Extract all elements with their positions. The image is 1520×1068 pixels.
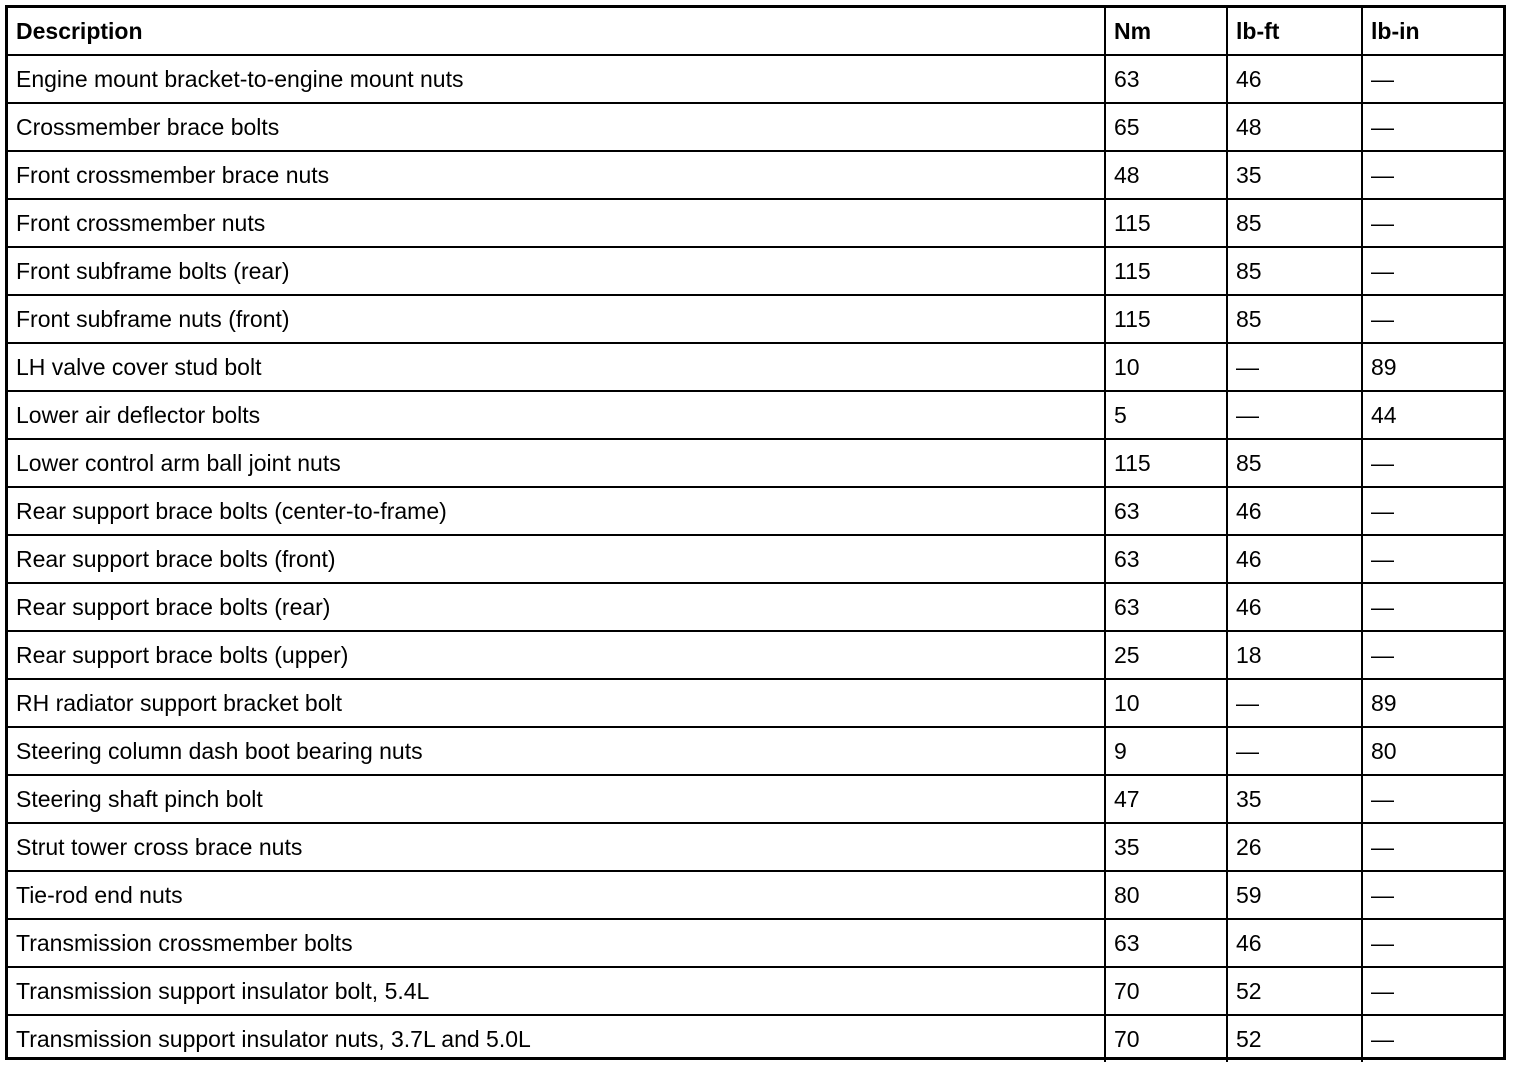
cell-nm: 10 bbox=[1105, 343, 1227, 391]
header-description: Description bbox=[8, 8, 1105, 55]
table-row bbox=[8, 199, 1503, 247]
cell-lb-in: — bbox=[1362, 55, 1503, 103]
cell-description: Steering column dash boot bearing nuts bbox=[8, 727, 1105, 775]
cell-lb-in: — bbox=[1362, 967, 1503, 1015]
cell-description: LH valve cover stud bolt bbox=[8, 343, 1105, 391]
table-row bbox=[8, 919, 1503, 967]
table-row bbox=[8, 151, 1503, 199]
table-row bbox=[8, 727, 1503, 775]
cell-description: Front crossmember brace nuts bbox=[8, 151, 1105, 199]
cell-description: Rear support brace bolts (front) bbox=[8, 535, 1105, 583]
cell-lb-ft: 85 bbox=[1227, 439, 1362, 487]
cell-lb-ft: 48 bbox=[1227, 103, 1362, 151]
header-lb-in: lb-in bbox=[1362, 8, 1503, 55]
cell-lb-in: — bbox=[1362, 487, 1503, 535]
cell-nm: 70 bbox=[1105, 1015, 1227, 1062]
cell-nm: 63 bbox=[1105, 583, 1227, 631]
cell-description: Rear support brace bolts (rear) bbox=[8, 583, 1105, 631]
cell-description: Rear support brace bolts (center-to-frame) bbox=[8, 487, 1105, 535]
cell-lb-ft: 85 bbox=[1227, 199, 1362, 247]
cell-lb-in: 89 bbox=[1362, 343, 1503, 391]
table-row bbox=[8, 391, 1503, 439]
cell-nm: 10 bbox=[1105, 679, 1227, 727]
cell-description: Transmission crossmember bolts bbox=[8, 919, 1105, 967]
cell-lb-in: — bbox=[1362, 151, 1503, 199]
cell-lb-in: — bbox=[1362, 775, 1503, 823]
header-nm: Nm bbox=[1105, 8, 1227, 55]
cell-lb-in: 89 bbox=[1362, 679, 1503, 727]
cell-lb-in: — bbox=[1362, 247, 1503, 295]
torque-specification-table bbox=[8, 8, 1503, 1062]
cell-lb-ft: 35 bbox=[1227, 775, 1362, 823]
cell-lb-ft: 18 bbox=[1227, 631, 1362, 679]
cell-nm: 47 bbox=[1105, 775, 1227, 823]
cell-nm: 9 bbox=[1105, 727, 1227, 775]
cell-nm: 48 bbox=[1105, 151, 1227, 199]
table-row bbox=[8, 247, 1503, 295]
cell-description: Steering shaft pinch bolt bbox=[8, 775, 1105, 823]
cell-lb-ft: 46 bbox=[1227, 535, 1362, 583]
cell-nm: 63 bbox=[1105, 535, 1227, 583]
cell-lb-in: — bbox=[1362, 583, 1503, 631]
cell-nm: 5 bbox=[1105, 391, 1227, 439]
cell-nm: 115 bbox=[1105, 247, 1227, 295]
cell-nm: 80 bbox=[1105, 871, 1227, 919]
cell-lb-ft: — bbox=[1227, 343, 1362, 391]
cell-lb-ft: 52 bbox=[1227, 967, 1362, 1015]
table-row bbox=[8, 679, 1503, 727]
cell-lb-ft: — bbox=[1227, 727, 1362, 775]
table-row bbox=[8, 775, 1503, 823]
cell-nm: 25 bbox=[1105, 631, 1227, 679]
torque-specification-table-frame bbox=[5, 5, 1506, 1060]
table-row bbox=[8, 103, 1503, 151]
cell-lb-ft: 46 bbox=[1227, 583, 1362, 631]
cell-lb-in: — bbox=[1362, 439, 1503, 487]
cell-description: Front subframe bolts (rear) bbox=[8, 247, 1105, 295]
cell-lb-in: — bbox=[1362, 871, 1503, 919]
table-row bbox=[8, 1015, 1503, 1062]
cell-lb-ft: 52 bbox=[1227, 1015, 1362, 1062]
cell-lb-ft: 46 bbox=[1227, 487, 1362, 535]
cell-lb-in: — bbox=[1362, 1015, 1503, 1062]
table-row bbox=[8, 967, 1503, 1015]
cell-nm: 115 bbox=[1105, 439, 1227, 487]
table-row bbox=[8, 439, 1503, 487]
cell-lb-ft: 59 bbox=[1227, 871, 1362, 919]
cell-lb-ft: 46 bbox=[1227, 55, 1362, 103]
cell-description: Lower control arm ball joint nuts bbox=[8, 439, 1105, 487]
cell-lb-ft: 85 bbox=[1227, 247, 1362, 295]
cell-lb-ft: — bbox=[1227, 679, 1362, 727]
cell-description: RH radiator support bracket bolt bbox=[8, 679, 1105, 727]
header-lb-ft: lb-ft bbox=[1227, 8, 1362, 55]
cell-lb-in: 44 bbox=[1362, 391, 1503, 439]
cell-description: Transmission support insulator nuts, 3.7L and 5.0L bbox=[8, 1015, 1105, 1062]
cell-nm: 65 bbox=[1105, 103, 1227, 151]
header-row bbox=[8, 8, 1503, 55]
table-row bbox=[8, 583, 1503, 631]
table-row bbox=[8, 295, 1503, 343]
cell-lb-ft: 46 bbox=[1227, 919, 1362, 967]
cell-description: Engine mount bracket-to-engine mount nuts bbox=[8, 55, 1105, 103]
cell-lb-in: — bbox=[1362, 103, 1503, 151]
cell-description: Lower air deflector bolts bbox=[8, 391, 1105, 439]
cell-nm: 63 bbox=[1105, 487, 1227, 535]
cell-description: Front crossmember nuts bbox=[8, 199, 1105, 247]
cell-nm: 63 bbox=[1105, 919, 1227, 967]
cell-lb-ft: 26 bbox=[1227, 823, 1362, 871]
cell-lb-in: — bbox=[1362, 535, 1503, 583]
cell-nm: 115 bbox=[1105, 295, 1227, 343]
table-row bbox=[8, 823, 1503, 871]
cell-description: Rear support brace bolts (upper) bbox=[8, 631, 1105, 679]
table-row bbox=[8, 535, 1503, 583]
cell-lb-in: — bbox=[1362, 919, 1503, 967]
cell-description: Strut tower cross brace nuts bbox=[8, 823, 1105, 871]
cell-description: Front subframe nuts (front) bbox=[8, 295, 1105, 343]
cell-nm: 63 bbox=[1105, 55, 1227, 103]
cell-lb-in: — bbox=[1362, 631, 1503, 679]
cell-lb-ft: 85 bbox=[1227, 295, 1362, 343]
cell-nm: 35 bbox=[1105, 823, 1227, 871]
table-row bbox=[8, 55, 1503, 103]
cell-lb-in: 80 bbox=[1362, 727, 1503, 775]
cell-lb-in: — bbox=[1362, 295, 1503, 343]
cell-lb-ft: — bbox=[1227, 391, 1362, 439]
cell-description: Tie-rod end nuts bbox=[8, 871, 1105, 919]
cell-lb-ft: 35 bbox=[1227, 151, 1362, 199]
table-body bbox=[8, 55, 1503, 1062]
table-row bbox=[8, 487, 1503, 535]
table-row bbox=[8, 343, 1503, 391]
cell-description: Crossmember brace bolts bbox=[8, 103, 1105, 151]
cell-lb-in: — bbox=[1362, 823, 1503, 871]
cell-nm: 115 bbox=[1105, 199, 1227, 247]
table-row bbox=[8, 871, 1503, 919]
cell-description: Transmission support insulator bolt, 5.4L bbox=[8, 967, 1105, 1015]
cell-lb-in: — bbox=[1362, 199, 1503, 247]
cell-nm: 70 bbox=[1105, 967, 1227, 1015]
table-row bbox=[8, 631, 1503, 679]
